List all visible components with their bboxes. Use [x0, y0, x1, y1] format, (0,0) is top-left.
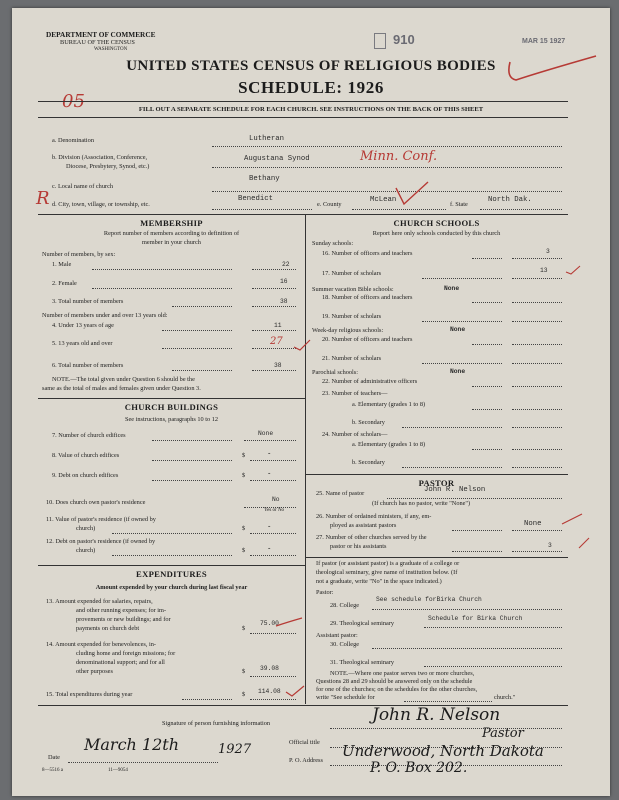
signature-label: Signature of person furnishing information	[162, 720, 271, 727]
pastor-subheading: Pastor:	[316, 589, 334, 596]
q14-line-2: cluding home and foreign missions; for	[76, 650, 176, 657]
q13-line-1: 13. Amount expended for salaries, repairs,	[46, 598, 153, 605]
q12-label-1: 12. Debt on pastor's residence (if owned by	[46, 538, 156, 545]
date-label: Date	[48, 754, 60, 761]
q13-line-4: payments on church debt	[76, 625, 140, 632]
q26-value[interactable]: None	[524, 520, 542, 528]
q24a-label: a. Elementary (grades 1 to 8)	[352, 441, 426, 448]
membership-intro-2: member in your church	[142, 239, 201, 246]
q27-value[interactable]: 3	[548, 542, 552, 549]
q7-value[interactable]: None	[258, 430, 274, 437]
red-handwritten-code: 05	[62, 91, 85, 112]
q8-label: 8. Value of church edifices	[52, 452, 120, 459]
pastor-note-4: write "See schedule for	[316, 694, 375, 701]
buildings-heading: CHURCH BUILDINGS	[124, 402, 219, 412]
q9-dollar: $	[242, 472, 246, 479]
bureau-name: BUREAU OF THE CENSUS	[60, 39, 135, 46]
q18-label: 18. Number of officers and teachers	[322, 294, 413, 301]
expenditures-intro: Amount expended by your church during last fiscal year	[95, 584, 248, 591]
q25-label: 25. Name of pastor	[316, 490, 365, 497]
instruction-line: FILL OUT A SEPARATE SCHEDULE FOR EACH CHURCH. SEE INSTRUCTIONS ON THE BACK OF THIS SHEET	[138, 106, 484, 113]
q12-value[interactable]: -	[268, 543, 271, 552]
q3-label: 3. Total number of members	[52, 298, 124, 305]
summer-schools-label: Summer vacation Bible schools:	[312, 286, 394, 293]
q8-dollar: $	[242, 452, 246, 459]
address-line-2[interactable]: P. O. Box 202.	[370, 760, 468, 776]
address-label: P. O. Address	[289, 757, 323, 764]
red-tick-icon-q17	[564, 264, 582, 276]
q29-label: 29. Theological seminary	[330, 620, 395, 627]
q25-hint: (If church has no pastor, write "None")	[372, 500, 471, 507]
sunday-schools-label: Sunday schools:	[312, 240, 354, 247]
red-tick-icon	[292, 338, 312, 352]
local-name-label: c. Local name of church	[52, 183, 114, 190]
membership-note-1: NOTE.—The total given under Question 6 should be the	[52, 376, 195, 383]
q23a-label: a. Elementary (grades 1 to 8)	[352, 401, 426, 408]
q30-label: 30. College	[330, 641, 360, 648]
date-value[interactable]: March 12th	[84, 735, 180, 754]
graduate-instruction-1: If pastor (or assistant pastor) is a graduate of a college or	[316, 560, 460, 567]
q22-label: 22. Number of administrative officers	[322, 378, 418, 385]
q8-value[interactable]: -	[268, 448, 271, 457]
summer-schools-value[interactable]: None	[444, 285, 460, 292]
q11-value[interactable]: -	[268, 521, 271, 530]
q14-line-3: denominational support; and for all	[76, 659, 165, 666]
q17-label: 17. Number of scholars	[322, 270, 382, 277]
q10-label: 10. Does church own pastor's residence	[46, 499, 146, 506]
q12-dollar: $	[242, 547, 246, 554]
graduate-instruction-2: theological seminary, give name of institution below. (If	[316, 569, 458, 576]
assistant-pastor-subheading: Assistant pastor:	[316, 632, 358, 639]
parochial-schools-label: Parochial schools:	[312, 369, 358, 376]
red-r-mark: R	[36, 188, 50, 209]
q27-label-2: pastor or his assistants	[330, 543, 387, 550]
q23b-label: b. Secondary	[352, 419, 385, 426]
q24b-label: b. Secondary	[352, 459, 385, 466]
q6-total-value[interactable]: 38	[274, 362, 282, 369]
pastor-note-5: church."	[494, 694, 516, 701]
q31-label: 31. Theological seminary	[330, 659, 395, 666]
membership-heading: MEMBERSHIP	[140, 218, 203, 228]
red-check-icon	[392, 178, 432, 208]
stamp-box-icon	[374, 33, 386, 49]
q9-label: 9. Debt on church edifices	[52, 472, 119, 479]
q10-hint: Yes or No	[264, 508, 285, 513]
q1-label: 1. Male	[52, 261, 72, 268]
q24-label: 24. Number of scholars—	[322, 431, 388, 438]
q13-line-3: provements or new buildings; and for	[76, 616, 171, 623]
q2-label: 2. Female	[52, 280, 77, 287]
q16-label: 16. Number of officers and teachers	[322, 250, 413, 257]
q26-label-1: 26. Number of ordained ministers, if any, em-	[316, 513, 432, 520]
department-name: DEPARTMENT OF COMMERCE	[46, 30, 156, 39]
weekday-schools-label: Week-day religious schools:	[312, 327, 384, 334]
schedule-title: SCHEDULE: 1926	[238, 78, 384, 97]
received-date-stamp: MAR 15 1927	[522, 38, 566, 45]
pastor-note-3: for one of the churches; on the schedules for the other churches,	[316, 686, 478, 693]
q4-under-13-value[interactable]: 11	[274, 322, 282, 329]
denomination-label: a. Denomination	[52, 137, 94, 144]
q28-label: 28. College	[330, 602, 360, 609]
county-label: e. County	[317, 201, 342, 208]
county-value[interactable]: McLean	[370, 196, 397, 204]
q4-label: 4. Under 13 years of age	[52, 322, 114, 329]
q14-line-4: other purposes	[76, 668, 113, 675]
division-value[interactable]: Augustana Synod	[244, 155, 310, 163]
division-handwritten-note: Minn. Conf.	[360, 149, 438, 164]
q27-label-1: 27. Number of other churches served by the	[316, 534, 427, 541]
q15-dollar: $	[242, 691, 246, 698]
form-title: UNITED STATES CENSUS OF RELIGIOUS BODIES	[126, 58, 496, 74]
received-number-stamp: 910	[393, 32, 415, 47]
q5-label: 5. 13 years old and over	[52, 340, 113, 347]
buildings-intro: See instructions, paragraphs 10 to 12	[124, 416, 219, 423]
official-title-value[interactable]: Pastor	[482, 726, 524, 741]
q2-female-value[interactable]: 16	[280, 278, 288, 285]
denomination-value[interactable]: Lutheran	[249, 135, 285, 143]
red-tick-icon-q26	[560, 512, 584, 526]
red-checkmark-icon	[500, 50, 600, 86]
city-label: d. City, town, village, or township, etc.	[52, 201, 150, 208]
schools-intro: Report here only schools conducted by this church	[372, 230, 501, 237]
pastor-heading: PASTOR	[418, 478, 455, 488]
q12-label-2: church)	[76, 547, 96, 554]
form-number: 8—5516 a	[42, 768, 63, 773]
division-label-2: Diocese, Presbytery, Synod, etc.)	[66, 163, 150, 170]
q15-label: 15. Total expenditures during year	[46, 691, 133, 698]
q17-value[interactable]: 13	[540, 267, 548, 274]
census-form-page	[12, 8, 610, 796]
pastor-note-1: NOTE.—Where one pastor serves two or more churches,	[330, 670, 475, 677]
schools-heading: CHURCH SCHOOLS	[393, 218, 480, 228]
q23-label: 23. Number of teachers—	[322, 390, 388, 397]
date-year: 1927	[218, 742, 252, 757]
q13-dollar: $	[242, 625, 246, 632]
weekday-schools-value[interactable]: None	[450, 326, 466, 333]
q10-value[interactable]: No	[272, 496, 280, 503]
q9-value[interactable]: -	[268, 468, 271, 477]
red-tick-icon-q27	[577, 536, 591, 550]
city-value[interactable]: Benedict	[238, 195, 274, 203]
state-value[interactable]: North Dak.	[488, 196, 532, 204]
q29-value[interactable]: Schedule for Birka Church	[428, 615, 523, 622]
q25-pastor-name[interactable]: John R. Nelson	[424, 486, 486, 494]
members-by-sex-label: Number of members, by sex:	[42, 251, 116, 258]
bureau-city: WASHINGTON	[94, 47, 128, 52]
graduate-instruction-3: not a graduate, write "No" in the space indicated.)	[316, 578, 442, 585]
address-line-1[interactable]: Underwood, North Dakota	[342, 742, 544, 760]
q13-line-2: and other running expenses; for im-	[76, 607, 167, 614]
q14-line-1: 14. Amount expended for benevolences, in-	[46, 641, 156, 648]
q20-label: 20. Number of officers and teachers	[322, 336, 413, 343]
q11-dollar: $	[242, 525, 246, 532]
q3-total-value[interactable]: 38	[280, 298, 288, 305]
red-tick-icon-q15	[284, 684, 306, 700]
members-by-age-label: Number of members under and over 13 years old:	[42, 312, 168, 319]
q14-dollar: $	[242, 668, 246, 675]
q26-label-2: ployed as assistant pastors	[330, 522, 397, 529]
signature-value[interactable]: John R. Nelson	[372, 705, 501, 725]
q7-label: 7. Number of church edifices	[52, 432, 126, 439]
local-name-value[interactable]: Bethany	[249, 175, 280, 183]
q13-value[interactable]: 75.00	[260, 620, 279, 627]
q15-value[interactable]: 114.08	[258, 688, 281, 695]
q19-label: 19. Number of scholars	[322, 313, 382, 320]
pastor-note-2: Questions 28 and 29 should be answered only on the schedule	[316, 678, 473, 685]
expenditures-heading: EXPENDITURES	[136, 569, 207, 579]
q16-value[interactable]: 3	[546, 248, 550, 255]
state-label: f. State	[450, 201, 468, 208]
q21-label: 21. Number of scholars	[322, 355, 382, 362]
division-label-1: b. Division (Association, Conference,	[52, 154, 148, 161]
q1-male-value[interactable]: 22	[282, 261, 290, 268]
q28-value[interactable]: See schedule forBirka Church	[376, 596, 482, 603]
q11-label-1: 11. Value of pastor's residence (if owned by	[46, 516, 156, 523]
red-tick-icon-q13	[274, 616, 304, 630]
print-number: 11—9054	[108, 768, 128, 773]
q5-over-13-value[interactable]: 27	[270, 336, 283, 347]
membership-intro-1: Report number of members according to definition of	[103, 230, 240, 237]
q6-label: 6. Total number of members	[52, 362, 124, 369]
q14-value[interactable]: 39.08	[260, 665, 279, 672]
q11-label-2: church)	[76, 525, 96, 532]
membership-note-2: same as the total of males and females given under Question 3.	[42, 385, 201, 392]
parochial-schools-value[interactable]: None	[450, 368, 466, 375]
official-title-label: Official title	[289, 739, 320, 746]
